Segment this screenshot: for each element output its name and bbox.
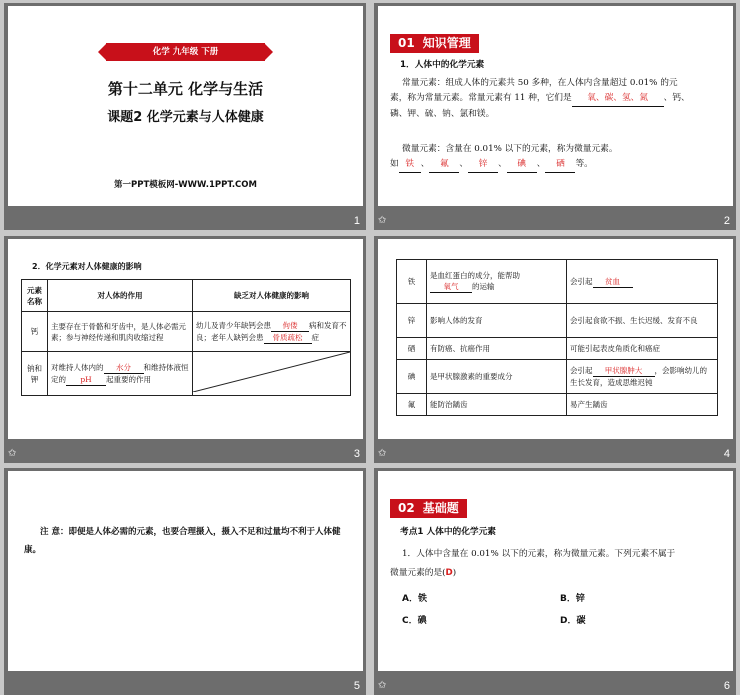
table-row [397,260,718,304]
question-text-end: ) [452,568,457,578]
element-role: 能防治龋齿 [427,394,567,416]
star-icon: ✩ [378,680,387,691]
element-lack [567,360,718,394]
slide-canvas-5 [8,471,363,671]
answer-blank: pH [66,374,106,386]
section-heading: 考点1 人体中的化学元素 [400,527,496,537]
star-icon: ✩ [378,215,387,226]
table-header-row [22,280,351,312]
table-row [22,312,351,352]
answer-blank: 骨质疏松 [264,332,312,344]
p1-line1: 常量元素：组成人体的元素共 50 多种，在人体内含量超过 0.01% 的元 [402,78,678,88]
answer-blank: 硒 [545,157,575,173]
slide-thumbnail-2[interactable] [374,3,736,230]
badge-label: 基础题 [422,501,459,515]
slide-number: 4 [723,448,730,460]
slide-number: 1 [353,215,360,227]
slide-number: 5 [353,680,360,692]
element-name: 氟 [397,394,427,416]
p1-line2 [390,91,730,107]
health-table [21,279,351,396]
answer-blank: 贫血 [593,276,633,288]
slide-number: 3 [353,448,360,460]
question-text [390,545,730,583]
lack-text: 幼儿及青少年缺钙会患 [196,320,271,330]
paragraph-constant-elements [390,76,730,122]
element-lack: 可能引起表皮角质化和癌症 [567,338,718,360]
slide-number: 2 [723,215,730,227]
slide-title: 第十二单元 化学与生活 [107,80,264,98]
element-role: 有防癌、抗癌作用 [427,338,567,360]
p1-text: 素，称为常量元素。常量元素有 11 种，它们是 [390,93,572,103]
element-role: 是甲状腺激素的重要成分 [427,360,567,394]
table-row [397,338,718,360]
diagonal-line [193,352,350,392]
element-lack: 易产生龋齿 [567,394,718,416]
element-lack [567,260,718,304]
role-text: 对维持人体内的 [51,362,104,372]
empty-diagonal-cell [193,352,351,396]
answer-blank: 水分 [104,362,144,374]
lack-text: 会引起 [570,276,593,286]
lack-text: 会引起 [570,366,593,375]
section-heading: 2．化学元素对人体健康的影响 [32,262,142,271]
section-heading: 1．人体中的化学元素 [400,60,485,70]
banner-text: 化学 九年级 下册 [106,43,265,61]
note-text: 注 意：即便是人体必需的元素，也要合理摄入，摄入不足和过量均不利于人体健康。 [24,527,341,555]
slide-subtitle: 课题2 化学元素与人体健康 [107,110,264,125]
answer-blank: 佝偻 [271,320,309,332]
option-d[interactable]: D．碳 [560,616,586,626]
option-b[interactable]: B．锌 [560,594,585,604]
slide-number: 6 [723,680,730,692]
answer-blank: 氟 [429,157,459,173]
section-badge [390,499,467,518]
table-row [22,352,351,396]
p2-text: 如 [390,159,399,169]
table-row [397,394,718,416]
lack-text: ，会影响幼儿的生长发育，造成思维迟钝 [570,366,707,387]
star-icon: ✩ [378,448,387,459]
p2-text-end: 等。 [575,159,593,169]
question-line2 [390,564,730,583]
p2-line1: 微量元素：含量在 0.01% 以下的元素，称为微量元素。 [402,144,618,154]
paragraph-trace-elements [390,142,730,173]
element-lack: 会引起食欲不振、生长迟缓、发育不良 [567,304,718,338]
table-header: 对人体的作用 [48,280,193,312]
answer-blank: 锌 [468,157,498,173]
element-role: 主要存在于骨骼和牙齿中，是人体必需元素；参与神经传递和肌肉收缩过程 [48,312,193,352]
option-a[interactable]: A．铁 [402,594,427,604]
p1-line3: 磷、钾、硫、钠、氯和镁。 [390,109,495,119]
slide-thumbnail-1[interactable] [4,3,366,230]
table-row [397,304,718,338]
slide-canvas-2 [378,6,733,206]
answer-text: D [445,568,453,578]
option-c[interactable]: C．碘 [402,616,427,626]
slide-thumbnail-4[interactable] [374,236,736,463]
table-row [397,360,718,394]
health-table-continued [396,259,718,416]
role-text: 起重要的作用 [106,374,151,384]
slide-canvas-6 [378,471,733,671]
slide-canvas-1 [8,6,363,206]
slide-thumbnail-5[interactable] [4,468,366,695]
element-name: 铁 [397,260,427,304]
role-text: 的运输 [472,282,495,291]
answer-blank: 碘 [507,157,537,173]
slide-canvas-4 [378,239,733,439]
star-icon: ✩ [8,448,17,459]
p1-text-end: 、钙、 [663,93,690,103]
lack-text: 病和发育不良；老年人缺钙会患 [196,320,347,342]
answer-blank: 铁 [399,157,421,173]
element-role: 影响人体的发育 [427,304,567,338]
answer-blank: 甲状腺肿大 [593,365,655,377]
lack-text: 症 [311,332,319,342]
p2-line2: 如 铁 、 氟 、 锌 、 碘 、 硒 等。 [390,157,730,173]
answer-blank: 氧、碳、氢、氮 [572,91,664,107]
element-name: 硒 [397,338,427,360]
slide-thumbnail-3[interactable] [4,236,366,463]
element-lack [193,312,351,352]
element-name: 钙 [22,312,48,352]
badge-number: 01 [398,36,415,50]
role-text: 是血红蛋白的成分，能帮助 [430,271,520,280]
element-name: 碘 [397,360,427,394]
question-line1: 1．人体中含量在 0.01% 以下的元素，称为微量元素。下列元素不属于 [402,549,676,559]
watermark-text: 第一PPT模板网-WWW.1PPT.COM [114,180,257,190]
answer-blank: 氧气 [430,281,472,293]
slide-canvas-3 [8,239,363,439]
badge-label: 知识管理 [422,36,471,50]
badge-number: 02 [398,501,415,515]
question-text-part: 微量元素的是( [390,568,446,578]
slide-thumbnail-6[interactable] [374,468,736,695]
role-text: 和维持体液恒定的 [51,362,189,384]
table-header: 缺乏对人体健康的影响 [193,280,351,312]
table-header: 元素名称 [22,280,48,312]
section-badge [390,34,479,53]
element-name: 钠和钾 [22,352,48,396]
title-banner [98,43,273,61]
element-role [427,260,567,304]
element-role [48,352,193,396]
element-name: 锌 [397,304,427,338]
